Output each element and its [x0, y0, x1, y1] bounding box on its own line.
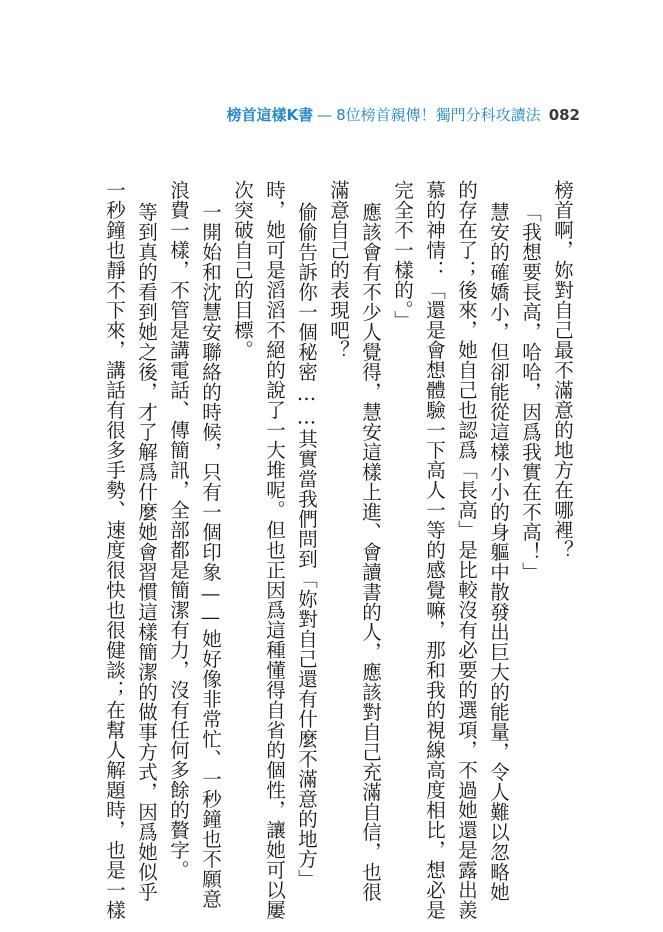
- header-separator: —: [317, 106, 333, 124]
- text-column: 一秒鐘也靜不下來，講話有很多手勢、速度很快也很健談；在幫人解題時，也是一樣: [103, 180, 126, 920]
- text-column: 「我想要長高，哈哈，因爲我實在不高！」: [519, 202, 542, 582]
- running-header: [227, 104, 580, 125]
- text-column: 的存在了；後來，她自己也認爲「長高」是比較沒有必要的選項，不過她還是露出羨: [455, 180, 478, 920]
- text-column: 浪費一樣，不管是講電話、傳簡訊，全部都是簡潔有力，沒有任何多餘的贅字。: [167, 180, 190, 880]
- text-column: 完全不一樣的。」: [391, 180, 414, 331]
- book-title: 榜首這樣K書: [226, 106, 314, 124]
- text-column: 等到真的看到她之後，才了解爲什麼她會習慣這樣簡潔的做事方式，因爲她似乎: [135, 202, 158, 902]
- text-column: 次突破自己的目標。: [231, 180, 254, 360]
- text-column: 慧安的確嬌小，但卻能從這樣小小的身軀中散發出巨大的能量，令人難以忽略她: [487, 202, 510, 902]
- text-column: 偷偷告訴你一個秘密……其實當我們問到「妳對自己還有什麼不滿意的地方」: [295, 202, 318, 889]
- book-subtitle: 8位榜首親傳！獨門分科攻讀法: [336, 106, 541, 124]
- page-number: 082: [548, 106, 580, 124]
- text-column: 慕的神情：「還是會想體驗一下高人一等的感覺嘛，那和我的視線高度相比，想必是: [423, 180, 446, 920]
- text-column: 榜首啊，妳對自己最不滿意的地方在哪裡？: [551, 180, 574, 560]
- text-column: 時，她可是滔滔不絕的說了一大堆呢。但也正因爲這種懂得自省的個性，讓她可以屢: [263, 180, 286, 920]
- text-column: 一開始和沈慧安聯絡的時候，只有一個印象——她好像非常忙、一秒鐘也不願意: [199, 202, 222, 909]
- text-column: 滿意自己的表現吧？: [327, 180, 350, 360]
- text-column: 應該會有不少人覺得，慧安這樣上進、會讀書的人，應該對自己充滿自信，也很: [359, 202, 382, 902]
